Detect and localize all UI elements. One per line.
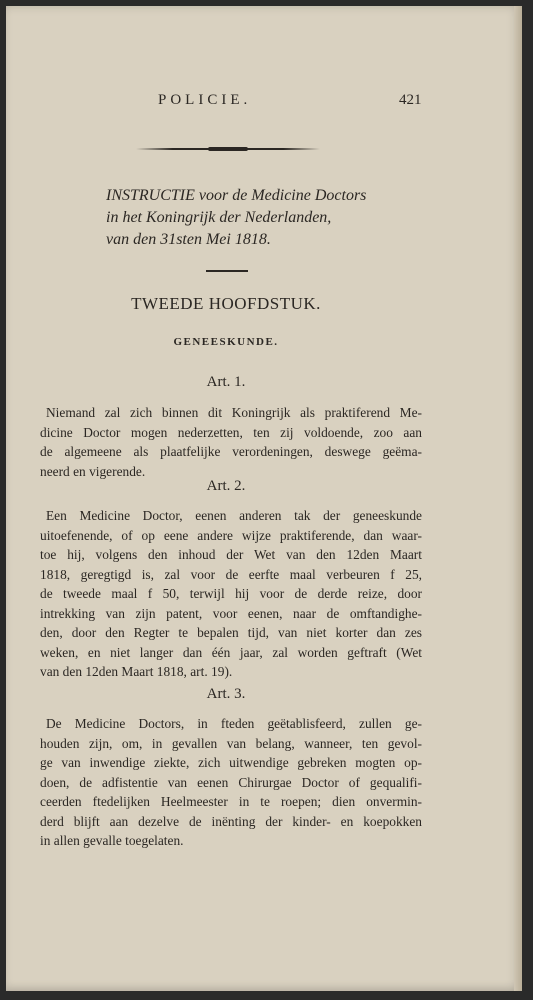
section-heading: GENEESKUNDE. [173, 336, 279, 348]
text-line: doen, de adfistentie van eenen Chirurgae Doctor of gequalifi- [40, 774, 422, 790]
chapter-heading: TWEEDE HOOFDSTUK. [131, 294, 321, 313]
page-number: 421 [399, 92, 422, 108]
text-line: ge van inwendige ziekte, zich uitwendige gebreken mogten op- [40, 755, 422, 770]
text-line: in allen gevalle toegelaten. [40, 833, 184, 848]
text-line: 1818, geregtigd is, zal voor de eerfte maal verbeuren f 25, [40, 566, 422, 582]
text-line: de algemeene als plaatfelijke verordeningen, deswege geëma- [40, 444, 422, 459]
text-line: dicine Doctor mogen nederzetten, ten zij voldoende, zoo aan [40, 424, 422, 440]
text-line: De Medicine Doctors, in fteden geëtablisfeerd, zullen ge- [46, 716, 422, 731]
text-line: de tweede maal f 50, terwijl hij voor de derde reize, door [40, 586, 422, 601]
text-line: Niemand zal zich binnen dit Koningrijk als praktiferend Me- [46, 405, 422, 420]
text-line: intrekking van zijn patent, voor eenen, naar de omftandighe- [40, 605, 422, 621]
title-line-1: INSTRUCTIE voor de Medicine Doctors [106, 187, 367, 204]
article-heading-3: Art. 3. [206, 686, 246, 702]
text-line: derd blijft aan dezelve de inënting der kinder- en koepokken [40, 813, 422, 829]
article-body-3 [40, 714, 422, 851]
text-line: uitoefenende, of op eene andere wijze praktiferende, dan waar- [40, 527, 422, 543]
text-line: ceerden ftedelijken Heelmeester in te roepen; dien onvermin- [40, 794, 422, 809]
text-line: toe hij, volgens den inhoud der Wet van den 12den Maart [40, 547, 422, 562]
text-line: den, door den Regter te bepalen tijd, van niet korter dan zes [40, 625, 422, 640]
article-heading-1: Art. 1. [206, 374, 246, 390]
ornamental-rule [136, 148, 320, 150]
article-body-1 [40, 403, 422, 481]
article-heading-2: Art. 2. [206, 478, 246, 494]
title-line-2: in het Koningrijk der Nederlanden, [106, 209, 332, 226]
document-title [106, 185, 446, 251]
page-edge [514, 6, 522, 991]
text-line: weken, en niet langer dan één jaar, zal worden geftraft (Wet [40, 644, 422, 660]
text-line: van den 12den Maart 1818, art. 19). [40, 664, 233, 679]
separator-rule [206, 270, 248, 272]
book-page [6, 6, 522, 991]
article-body-2 [40, 506, 422, 682]
running-title: POLICIE. [158, 92, 252, 108]
text-line: neerd en vigerende. [40, 463, 146, 479]
title-line-3: van den 31sten Mei 1818. [106, 231, 271, 248]
text-line: Een Medicine Doctor, eenen anderen tak der geneeskunde [46, 508, 422, 523]
text-line: houden zijn, om, in gevallen van belang, wanneer, ten gevol- [40, 735, 422, 751]
